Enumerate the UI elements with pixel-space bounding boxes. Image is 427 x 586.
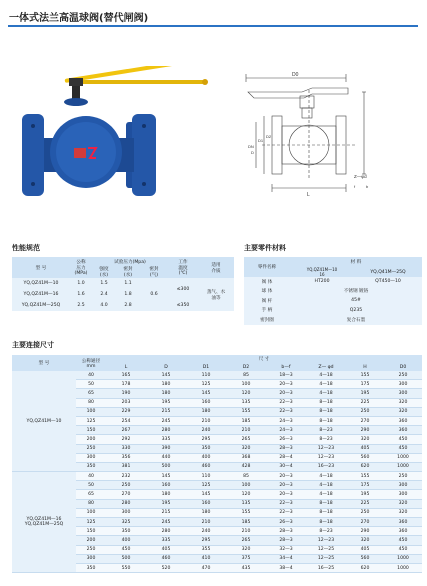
cell-dn: 65 (76, 490, 106, 499)
cell-dn: 150 (76, 527, 106, 536)
cell-dimension: 26—3 (266, 518, 306, 527)
cell-dimension: 240 (186, 426, 226, 435)
cell-dimension: 229 (106, 407, 146, 416)
cell-dimension: 28—3 (266, 536, 306, 545)
cell-material: Q235 (290, 306, 422, 316)
cell-dimension: 620 (346, 563, 384, 572)
cell-dimension: 405 (346, 545, 384, 554)
cell-dimension: 210 (226, 527, 266, 536)
cell-dimension: 225 (346, 499, 384, 508)
cell-dimension: 190 (106, 389, 146, 398)
cell-dimension: 1000 (384, 554, 422, 563)
cell-dimension: 16—25 (306, 563, 346, 572)
cell-dimension: 1000 (384, 453, 422, 462)
cell-dimension: 440 (146, 453, 186, 462)
cell-dimension: 8—23 (306, 527, 346, 536)
cell-dimension: 20—3 (266, 490, 306, 499)
d1-dimension-label: D1 (258, 138, 264, 143)
f-label: f (354, 184, 356, 189)
cell-dimension: 225 (346, 398, 384, 407)
cell-model: YQ,QZ41M—10 (12, 371, 76, 472)
cell-dimension: 368 (226, 453, 266, 462)
cell-dimension: 125 (186, 481, 226, 490)
cell-dimension: 360 (384, 518, 422, 527)
cell-dimension: 320 (384, 499, 422, 508)
col-dim: H (346, 363, 384, 371)
cell-dimension: 120 (226, 490, 266, 499)
cell-dimension: 195 (346, 490, 384, 499)
cell-dimension: 265 (226, 435, 266, 444)
cell-dimension: 8—18 (306, 499, 346, 508)
cell-dimension: 330 (106, 444, 146, 453)
cell-dimension: 254 (106, 416, 146, 425)
cell-dn: 150 (76, 426, 106, 435)
cell-dimension: 410 (186, 554, 226, 563)
cell-dimension: 325 (106, 518, 146, 527)
cell-dimension: 16—23 (306, 462, 346, 471)
cell-dimension: 320 (226, 444, 266, 453)
cell-dimension: 180 (146, 490, 186, 499)
cell-dimension: 135 (226, 499, 266, 508)
cell-dimension: 300 (384, 380, 422, 389)
cell-dimension: 165 (106, 371, 146, 380)
cell-dimension: 24—3 (266, 416, 306, 425)
cell-dimension: 125 (186, 380, 226, 389)
cell-model: YQ,QZ41M—16 YQ,QZ41M—25Q (12, 472, 76, 573)
cell-dimension: 155 (346, 472, 384, 481)
cell-dimension: 110 (186, 472, 226, 481)
cell-dimension: 550 (106, 563, 146, 572)
cell-dimension: 178 (106, 380, 146, 389)
cell-dimension: 405 (346, 444, 384, 453)
parts-table (244, 257, 422, 325)
col-strength: 强度 (水) (92, 266, 116, 278)
table-row (244, 306, 422, 316)
cell-strength: 1.5 (92, 278, 116, 289)
cell-dimension: 400 (186, 453, 226, 462)
cell-dn: 80 (76, 499, 106, 508)
cell-dimension: 295 (186, 536, 226, 545)
cell-dn: 100 (76, 508, 106, 517)
table-row (244, 315, 422, 325)
cell-dimension: 250 (384, 472, 422, 481)
col-material: 材 料 (290, 257, 422, 267)
cell-dimension: 320 (346, 435, 384, 444)
cell-dimension: 145 (146, 371, 186, 380)
cell-part: 阀 杆 (244, 296, 290, 306)
cell-dimension: 20—3 (266, 472, 306, 481)
cell-dimension: 320 (384, 407, 422, 416)
cell-dimension: 4—18 (306, 481, 346, 490)
cell-dimension: 360 (384, 527, 422, 536)
cell-dimension: 520 (146, 563, 186, 572)
cell-dimension: 267 (106, 426, 146, 435)
cell-material: 不锈钢 镀铬 (290, 287, 422, 297)
table-row (12, 472, 422, 481)
cell-part: 密封圈 (244, 315, 290, 325)
cell-dimension: 295 (186, 435, 226, 444)
cell-dimension: 355 (186, 545, 226, 554)
b-label: b (366, 184, 369, 189)
col-dim: D0 (384, 363, 422, 371)
cell-part: 球 体 (244, 287, 290, 297)
cell-dn: 125 (76, 416, 106, 425)
cell-dimension: 250 (106, 481, 146, 490)
cell-dimension: 12—23 (306, 444, 346, 453)
cell-dimension: 203 (106, 398, 146, 407)
col-dim: D (146, 363, 186, 371)
cell-dimension: 210 (186, 518, 226, 527)
cell-dimension: 195 (346, 389, 384, 398)
cell-dimension: 435 (226, 563, 266, 572)
cell-dimension: 160 (186, 499, 226, 508)
col-dim: b—f (266, 363, 306, 371)
cell-dn: 350 (76, 462, 106, 471)
cell-dimension: 428 (226, 462, 266, 471)
cell-dimension: 215 (146, 508, 186, 517)
col-model: 型 号 (12, 257, 70, 278)
cell-dimension: 250 (346, 508, 384, 517)
table-row (12, 371, 422, 380)
cell-dn: 300 (76, 554, 106, 563)
cell-dimension: 460 (146, 554, 186, 563)
cell-dimension: 300 (384, 389, 422, 398)
cell-dimension: 28—3 (266, 527, 306, 536)
cell-dimension: 12—23 (306, 536, 346, 545)
cell-dimension: 175 (346, 481, 384, 490)
cell-dn: 100 (76, 407, 106, 416)
cell-dimension: 8—18 (306, 416, 346, 425)
cell-dn: 40 (76, 371, 106, 380)
cell-dn: 80 (76, 398, 106, 407)
cell-dn: 350 (76, 563, 106, 572)
cell-dimension: 360 (384, 426, 422, 435)
cell-dimension: 1000 (384, 563, 422, 572)
cell-dimension: 8—23 (306, 435, 346, 444)
cell-model: YQ,QZ41M—25Q (12, 300, 70, 311)
cell-dimension: 450 (384, 435, 422, 444)
cell-dimension: 24—3 (266, 426, 306, 435)
cell-temp: ≤350 (168, 300, 198, 311)
cell-dimension: 22—3 (266, 508, 306, 517)
cell-dimension: 160 (186, 398, 226, 407)
cell-dn: 200 (76, 435, 106, 444)
cell-dimension: 4—18 (306, 490, 346, 499)
cell-dimension: 500 (146, 462, 186, 471)
cell-gas: 0.6 (140, 278, 168, 311)
cell-dimension: 12—23 (306, 453, 346, 462)
table-row (244, 287, 422, 297)
cell-dimension: 22—3 (266, 407, 306, 416)
cell-dimension: 85 (226, 371, 266, 380)
cell-dimension: 450 (384, 536, 422, 545)
cell-pn: 1.6 (70, 289, 92, 300)
col-model: 型 号 (12, 355, 76, 371)
cell-dimension: 4—18 (306, 371, 346, 380)
cell-dn: 300 (76, 453, 106, 462)
cell-dimension: 270 (346, 416, 384, 425)
cell-dimension: 360 (384, 416, 422, 425)
cell-dimension: 320 (384, 508, 422, 517)
cell-strength: 4.0 (92, 300, 116, 311)
col-part-name: 零件名称 (244, 257, 290, 277)
valve-dimension-drawing (242, 70, 420, 198)
cell-dimension: 100 (226, 380, 266, 389)
cell-dimension: 210 (186, 416, 226, 425)
cell-dimension: 180 (186, 407, 226, 416)
title-underline (8, 25, 418, 27)
cell-dimension: 232 (106, 472, 146, 481)
cell-dimension: 500 (106, 554, 146, 563)
cell-dimension: 155 (226, 407, 266, 416)
col-seal-gas: 密封 (气) (140, 266, 168, 278)
cell-dimension: 180 (146, 380, 186, 389)
col-dim: Z— φd (306, 363, 346, 371)
cell-dimension: 38—4 (266, 563, 306, 572)
cell-dn: 250 (76, 545, 106, 554)
cell-dimension: 22—3 (266, 398, 306, 407)
cell-temp: ≤300 (168, 278, 198, 300)
cell-dimension: 390 (146, 444, 186, 453)
table-row (244, 277, 422, 287)
cell-dimension: 155 (226, 508, 266, 517)
cell-dimension: 405 (146, 545, 186, 554)
cell-material: 复合石墨 (290, 315, 422, 325)
cell-seal: 1.1 (116, 278, 140, 289)
cell-dimension: 195 (146, 499, 186, 508)
connection-dimensions-table (12, 355, 422, 573)
cell-dimension: 135 (226, 398, 266, 407)
cell-pn: 2.5 (70, 300, 92, 311)
cell-dn: 40 (76, 472, 106, 481)
cell-dn: 250 (76, 444, 106, 453)
cell-dn: 50 (76, 481, 106, 490)
cell-dimension: 210 (226, 426, 266, 435)
cell-dimension: 8—23 (306, 426, 346, 435)
cell-seal: 1.8 (116, 289, 140, 300)
cell-dimension: 450 (384, 545, 422, 554)
cell-dimension: 8—18 (306, 398, 346, 407)
cell-dimension: 180 (146, 389, 186, 398)
cell-dimension: 34—4 (266, 554, 306, 563)
table-row (244, 296, 422, 306)
cell-dimension: 300 (106, 508, 146, 517)
cell-dimension: 280 (106, 499, 146, 508)
cell-pn: 1.0 (70, 278, 92, 289)
cell-dn: 125 (76, 518, 106, 527)
cell-dimension: 375 (226, 554, 266, 563)
cell-dimension: 30—4 (266, 462, 306, 471)
col-material-10-16: YQ,QZ41M—10 16 (290, 267, 354, 277)
d-dimension-label: D (251, 150, 254, 155)
cell-dimension: 4—18 (306, 380, 346, 389)
cell-dimension: 300 (384, 481, 422, 490)
cell-dimension: 240 (186, 527, 226, 536)
cell-dimension: 22—3 (266, 499, 306, 508)
page-title: 一体式法兰高温球阀(替代闸阀) (9, 13, 149, 24)
cell-model: YQ,QZ41M—16 (12, 289, 70, 300)
d2-dimension-label: D2 (266, 134, 272, 139)
cell-dimension: 335 (146, 536, 186, 545)
cell-dimension: 265 (226, 536, 266, 545)
cell-dimension: 145 (186, 389, 226, 398)
cell-dimension: 32—3 (266, 545, 306, 554)
cell-dimension: 12—25 (306, 545, 346, 554)
col-material-25q: YQ,Q41M—25Q (354, 267, 422, 277)
col-dim: D2 (226, 363, 266, 371)
cell-material: 45# (290, 296, 422, 306)
cell-dimension: 8—18 (306, 407, 346, 416)
cell-dn: 200 (76, 536, 106, 545)
col-nominal-diameter: 公称通径 mm (76, 355, 106, 371)
cell-dn: 50 (76, 380, 106, 389)
z-phi-d-label: Z—φd (354, 174, 367, 179)
connection-heading: 主要连接尺寸 (12, 341, 54, 349)
cell-dimension: 8—18 (306, 518, 346, 527)
cell-dimension: 20—3 (266, 389, 306, 398)
cell-dimension: 335 (146, 435, 186, 444)
cell-dimension: 110 (186, 371, 226, 380)
cell-dimension: 270 (346, 518, 384, 527)
cell-dimension: 175 (346, 380, 384, 389)
cell-dimension: 185 (226, 416, 266, 425)
cell-dimension: 85 (226, 472, 266, 481)
cell-dimension: 350 (106, 527, 146, 536)
cell-dimension: 145 (146, 472, 186, 481)
cell-dimension: 560 (346, 453, 384, 462)
cell-part: 阀 体 (244, 277, 290, 287)
cell-dimension: 250 (384, 371, 422, 380)
cell-dimension: 18—3 (266, 371, 306, 380)
cell-dimension: 620 (346, 462, 384, 471)
cell-dimension: 180 (186, 508, 226, 517)
cell-dimension: 320 (384, 398, 422, 407)
cell-strength: 2.4 (92, 289, 116, 300)
cell-dimension: 381 (106, 462, 146, 471)
performance-heading: 性能规范 (12, 244, 40, 252)
cell-dimension: 560 (346, 554, 384, 563)
cell-material: HT200 (290, 277, 354, 287)
parts-heading: 主要零件材料 (244, 244, 286, 252)
l-dimension-label: L (307, 192, 310, 198)
cell-dimension: 160 (146, 481, 186, 490)
col-seal-water: 密封 (水) (116, 266, 140, 278)
cell-dn: 65 (76, 389, 106, 398)
cell-dimension: 215 (146, 407, 186, 416)
cell-dimension: 350 (186, 444, 226, 453)
cell-material: QT450—10 (354, 277, 422, 287)
col-dim: D1 (186, 363, 226, 371)
cell-dimension: 245 (146, 416, 186, 425)
col-temperature: 工作 温度 (℃) (168, 257, 198, 278)
cell-part: 手 柄 (244, 306, 290, 316)
cell-dimension: 320 (346, 536, 384, 545)
cell-dimension: 20—3 (266, 380, 306, 389)
cell-dimension: 8—18 (306, 508, 346, 517)
cell-dimension: 185 (226, 518, 266, 527)
cell-dimension: 145 (186, 490, 226, 499)
cell-dimension: 28—3 (266, 444, 306, 453)
cell-dimension: 320 (226, 545, 266, 554)
cell-dimension: 450 (106, 545, 146, 554)
cell-dimension: 1000 (384, 462, 422, 471)
cell-dimension: 280 (146, 426, 186, 435)
cell-model: YQ,QZ41M—10 (12, 278, 70, 289)
col-medium: 适用 介质 (198, 257, 234, 278)
col-test-pressure: 试验压力(Mpa) (92, 257, 168, 266)
cell-dimension: 300 (384, 490, 422, 499)
cell-dimension: 28—4 (266, 453, 306, 462)
cell-dimension: 356 (106, 453, 146, 462)
cell-dimension: 120 (226, 389, 266, 398)
cell-dimension: 270 (106, 490, 146, 499)
cell-dimension: 195 (146, 398, 186, 407)
cell-dimension: 4—18 (306, 472, 346, 481)
performance-table (12, 257, 234, 311)
col-dimensions: 尺 寸 (106, 355, 422, 363)
cell-medium: 蒸气、水 油等 (198, 278, 234, 311)
cell-dimension: 20—3 (266, 481, 306, 490)
col-dim: L (106, 363, 146, 371)
ball-valve-photo (14, 66, 210, 204)
cell-dimension: 4—18 (306, 389, 346, 398)
cell-dimension: 450 (384, 444, 422, 453)
cell-dimension: 155 (346, 371, 384, 380)
cell-seal: 2.8 (116, 300, 140, 311)
cell-dimension: 26—3 (266, 435, 306, 444)
cell-dimension: 280 (146, 527, 186, 536)
cell-dimension: 460 (186, 462, 226, 471)
dn-dimension-label: DN (248, 144, 254, 149)
cell-dimension: 290 (346, 527, 384, 536)
cell-dimension: 290 (346, 426, 384, 435)
cell-dimension: 100 (226, 481, 266, 490)
col-nominal-pressure: 公称 压力 (MPa) (70, 257, 92, 278)
table-row (12, 278, 234, 289)
cell-dimension: 400 (106, 536, 146, 545)
cell-dimension: 12—25 (306, 554, 346, 563)
cell-dimension: 245 (146, 518, 186, 527)
cell-dimension: 470 (186, 563, 226, 572)
d0-dimension-label: D0 (292, 72, 299, 78)
cell-dimension: 292 (106, 435, 146, 444)
cell-dimension: 250 (346, 407, 384, 416)
